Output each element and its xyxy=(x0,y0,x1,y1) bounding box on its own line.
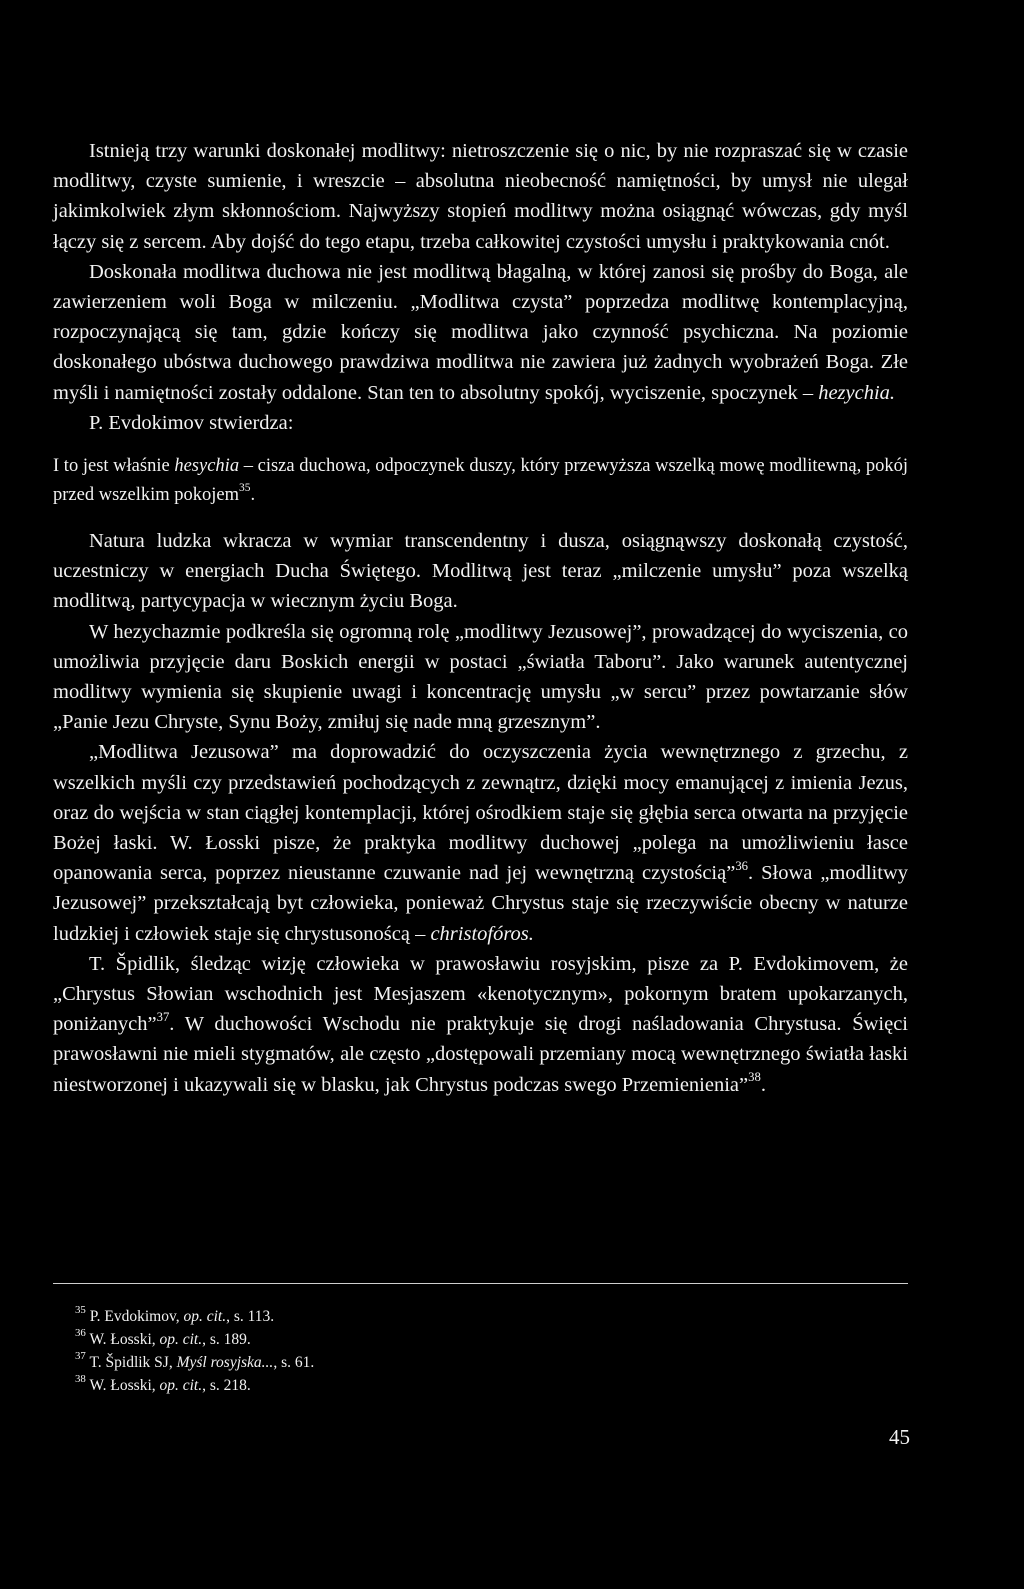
page-number: 45 xyxy=(889,1425,910,1449)
footnote-italic: op. cit. xyxy=(183,1308,227,1325)
paragraph-7-text-c: . xyxy=(760,1073,766,1096)
footnote-ref-36: 36 xyxy=(735,858,749,873)
footnote-italic: op. cit. xyxy=(159,1377,203,1394)
quote-text-end: . xyxy=(250,485,256,506)
footnote-ref-35: 35 xyxy=(238,482,251,495)
paragraph-6-text-a: „Modlitwa Jezusowa” ma doprowadzić do oczyszczenia życia wewnętrznego z grzechu, z wszelkich myśli czy przedstawień pochodzących z zewnątrz, dzięki mocy emanującej z imienia Jezus, oraz do wejścia w stan ciągłej kontemplacji, której ośrodkiem staje się głębia serca otwarta na przyjęcie Bożej łaski. W. Łosski pisze, że praktyka modlitwy duchowej „polega na umożliwieniu łasce opanowania serca, poprzez nieustanne czuwanie nad jej wewnętrzną czystością” xyxy=(53,741,908,885)
footnote-italic: op. cit. xyxy=(159,1331,203,1348)
body-text xyxy=(53,136,908,1100)
paragraph-2 xyxy=(53,257,908,408)
paragraph-1: Istnieją trzy warunki doskonałej modlitwy: nietroszczenie się o nic, by nie rozpraszać się w czasie modlitwy, czyste sumienie, i wreszcie – absolutna nieobecność namiętności, by umysł nie ulegał jakimkolwiek złym skłonnościom. Najwyższy stopień modlitwy można osiągnąć wówczas, gdy myśl łączy się z sercem. Aby dojść do tego etapu, trzeba całkowitej czystości umysłu i praktykowania cnót. xyxy=(53,140,908,253)
footnote-separator xyxy=(53,1283,908,1284)
footnotes xyxy=(75,1305,675,1397)
paragraph-6-text-b: . Słowa „modlitwy Jezusowej” przekształcają byt człowieka, ponieważ Chrystus staje się rzeczywiście obecny w naturze ludzkiej i człowiek staje się chrystusonoścą – xyxy=(53,862,909,945)
paragraph-4: Natura ludzka wkracza w wymiar transcendentny i dusza, osiągnąwszy doskonałą czystość, uczestniczy w energiach Ducha Świętego. Modlitwą jest teraz „milczenie umysłu” poza wszelką modlitwą, partycypacja w wiecznym życiu Boga. xyxy=(53,530,908,613)
footnote-text: W. Łosski, xyxy=(89,1331,160,1348)
term-hesychia: hesychia xyxy=(174,456,240,477)
footnote-38 xyxy=(75,1374,675,1397)
footnote-ref-38: 38 xyxy=(748,1069,761,1084)
footnote-36 xyxy=(75,1328,675,1351)
paragraph-7-text-b: . W duchowości Wschodu nie praktykuje się drogi naśladowania Chrystusa. Święci prawosławni nie mieli stygmatów, ale często „dostępowali przemiany mocą wewnętrznego światła łaski niestworzonej i ukazywali się w blasku, jak Chrystus podczas swego Przemienienia” xyxy=(53,1013,908,1096)
footnote-number: 37 xyxy=(75,1350,86,1363)
footnote-tail: , s. 189. xyxy=(202,1331,251,1348)
block-quote xyxy=(53,452,908,510)
paragraph-5: W hezychazmie podkreśla się ogromną rolę „modlitwy Jezusowej”, prowadzącej do wyciszenia, co umożliwia przyjęcie daru Boskich energii w postaci „światła Taboru”. Jako warunek autentycznej modlitwy wymienia się skupienie uwagi i koncentrację umysłu „w sercu” przez powtarzanie słów „Panie Jezu Chryste, Synu Boży, zmiłuj się nade mną grzesznym”. xyxy=(53,620,908,734)
paragraph-3: P. Evdokimov stwierdza: xyxy=(89,411,294,434)
footnote-text: W. Łosski, xyxy=(89,1377,160,1394)
footnote-37 xyxy=(75,1351,675,1374)
footnote-tail: , s. 61. xyxy=(273,1354,315,1371)
footnote-text: P. Evdokimov, xyxy=(89,1308,184,1325)
term-christoforos: christofóros. xyxy=(430,922,534,945)
footnote-35 xyxy=(75,1305,675,1328)
paragraph-7-text-a: T. Špidlik, śledząc wizję człowieka w prawosławiu rosyjskim, pisze za P. Evdokimovem, że „Chrystus Słowian wschodnich jest Mesjaszem «kenotycznym», pokornym bratem upokarzanych, poniżanych” xyxy=(53,952,908,1036)
footnote-number: 36 xyxy=(75,1327,86,1340)
footnote-number: 38 xyxy=(75,1373,86,1386)
footnote-ref-37: 37 xyxy=(156,1009,170,1024)
term-hezychia: hezychia. xyxy=(818,381,896,404)
paragraph-6 xyxy=(53,737,908,948)
footnote-italic: Myśl rosyjska... xyxy=(176,1354,274,1371)
footnote-tail: , s. 113. xyxy=(226,1308,275,1325)
footnote-text: T. Špidlik SJ, xyxy=(89,1354,177,1371)
paragraph-2-text: Doskonała modlitwa duchowa nie jest modlitwą błagalną, w której zanosi się prośby do Boga, ale zawierzeniem woli Boga w milczeniu. „Modlitwa czysta” poprzedza modlitwę kontemplacyjną, rozpoczynającą się tam, gdzie kończy się modlitwa jako czynność psychiczna. Na poziomie doskonałego ubóstwa duchowego prawdziwa modlitwa nie zawiera już żadnych wyobrażeń Boga. Złe myśli i namiętności zostały oddalone. Stan ten to absolutny spokój, wyciszenie, spoczynek – xyxy=(53,260,908,404)
footnote-number: 35 xyxy=(75,1304,86,1317)
quote-text-b: – cisza duchowa, odpoczynek duszy, który przewyższa wszelką mowę modlitewną, pokój przed wszelkim pokojem xyxy=(53,456,908,506)
footnote-tail: , s. 218. xyxy=(202,1377,251,1394)
quote-text-a: I to jest właśnie xyxy=(53,456,175,477)
paragraph-7 xyxy=(53,949,908,1100)
